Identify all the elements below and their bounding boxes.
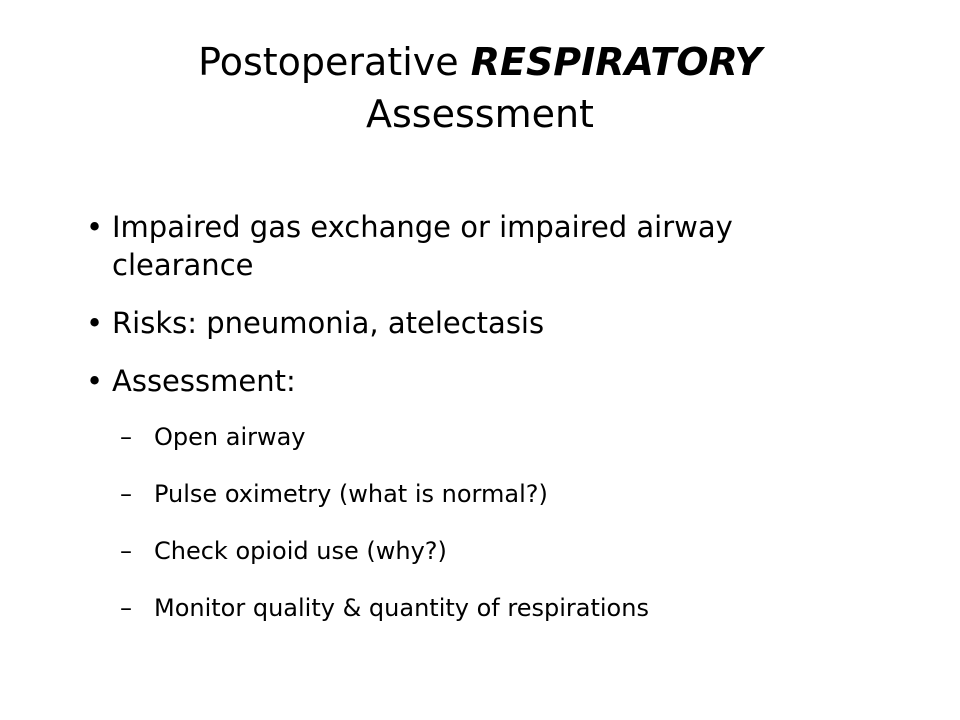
sub-bullet-item bbox=[112, 422, 872, 452]
bullet-item bbox=[86, 208, 872, 284]
slide-title bbox=[100, 36, 860, 140]
bullet-text: Assessment: bbox=[112, 364, 296, 398]
bullet-marker: • bbox=[86, 364, 104, 398]
title-text-part1: Postoperative bbox=[198, 40, 471, 84]
title-text-part2: Assessment bbox=[366, 92, 594, 136]
sub-bullet-item bbox=[112, 593, 872, 623]
slide-body bbox=[86, 208, 872, 650]
sub-bullet-text: Open airway bbox=[154, 423, 306, 451]
sub-bullet-text: Pulse oximetry (what is normal?) bbox=[154, 480, 548, 508]
sub-bullet-text: Check opioid use (why?) bbox=[154, 537, 447, 565]
bullet-text: Impaired gas exchange or impaired airway clearance bbox=[112, 210, 733, 282]
bullet-marker: • bbox=[86, 210, 104, 244]
sub-bullet-item bbox=[112, 536, 872, 566]
sub-bullet-marker: – bbox=[120, 480, 132, 508]
sub-bullet-marker: – bbox=[120, 423, 132, 451]
sub-bullet-text: Monitor quality & quantity of respirations bbox=[154, 594, 649, 622]
bullet-marker: • bbox=[86, 306, 104, 340]
title-emphasis: RESPIRATORY bbox=[470, 40, 762, 84]
bullet-text: Risks: pneumonia, atelectasis bbox=[112, 306, 545, 340]
sub-bullet-item bbox=[112, 479, 872, 509]
sub-bullet-marker: – bbox=[120, 594, 132, 622]
bullet-item bbox=[86, 362, 872, 400]
sub-bullet-marker: – bbox=[120, 537, 132, 565]
bullet-item bbox=[86, 304, 872, 342]
